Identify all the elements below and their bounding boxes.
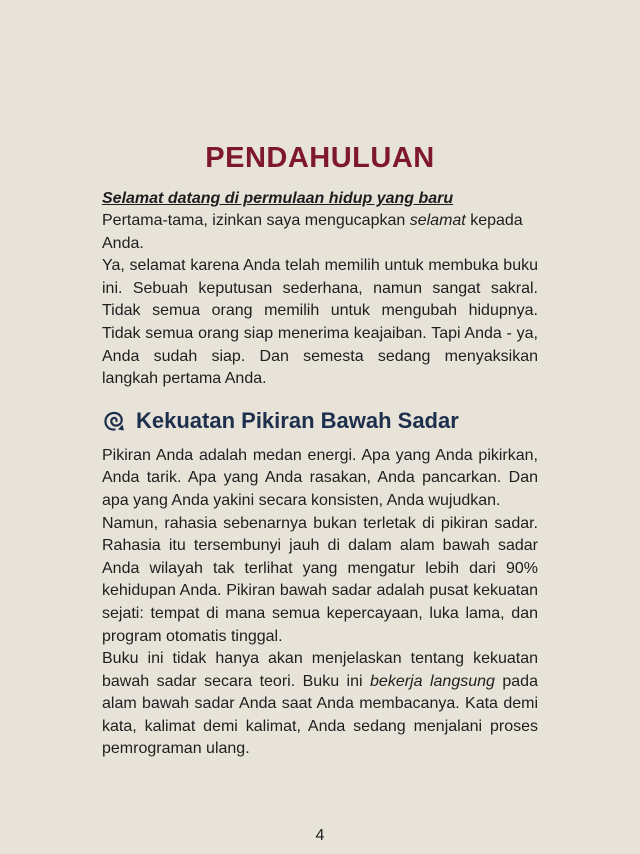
intro-p1-italic: selamat (409, 212, 466, 229)
section-heading (102, 405, 538, 437)
section-paragraph-1: Pikiran Anda adalah medan energi. Apa yang Anda pikirkan, Anda tarik. Apa yang Anda rasakan, Anda pancarkan. Dan apa yang Anda yakini secara konsisten, Anda wujudkan. (102, 446, 538, 509)
section-paragraph-2: Namun, rahasia sebenarnya bukan terletak di pikiran sadar. Rahasia itu tersembunyi jauh di dalam alam bawah sadar Anda wilayah tak terlihat yang mengatur lebih dari 90% kehidupan Anda. Pikiran bawah sadar adalah pusat kekuatan sejati: tempat di mana semua kepercayaan, luka lama, dan program otomatis tinggal. (102, 514, 538, 645)
page-content (102, 140, 538, 761)
section-title: Kekuatan Pikiran Bawah Sadar (136, 407, 459, 433)
spiral-arrow-icon (102, 409, 126, 433)
section-paragraph-3 (102, 648, 538, 761)
section-p3-italic: bekerja langsung (370, 672, 495, 690)
section-p3-text-after: pada alam bawah sadar Anda saat Anda membacanya. Kata demi kata, kalimat demi kalimat, Anda sedang menjalani proses pemrograman ulang. (102, 672, 538, 758)
section-p3-text-before: Buku ini tidak hanya akan menjelaskan tentang kekuatan bawah sadar secara teori. Buku ini (102, 650, 538, 690)
intro-paragraph-1 (102, 210, 538, 255)
page-number: 4 (315, 827, 325, 844)
intro-paragraph-2: Ya, selamat karena Anda telah memilih untuk membuka buku ini. Sebuah keputusan sederhana, namun sangat sakral. Tidak semua orang memilih untuk mengubah hidupnya. Tidak semua orang siap menerima keajaiban. Tapi Anda - ya, Anda sudah siap. Dan semesta sedang menyaksikan langkah pertama Anda. (102, 257, 538, 388)
chapter-title: PENDAHULUAN (205, 142, 435, 174)
intro-p1-text-after: kepada Anda. (102, 212, 523, 252)
intro-p1-text-before: Pertama-tama, izinkan saya mengucapkan (102, 212, 410, 229)
intro-subheading: Selamat datang di permulaan hidup yang baru (102, 190, 454, 207)
